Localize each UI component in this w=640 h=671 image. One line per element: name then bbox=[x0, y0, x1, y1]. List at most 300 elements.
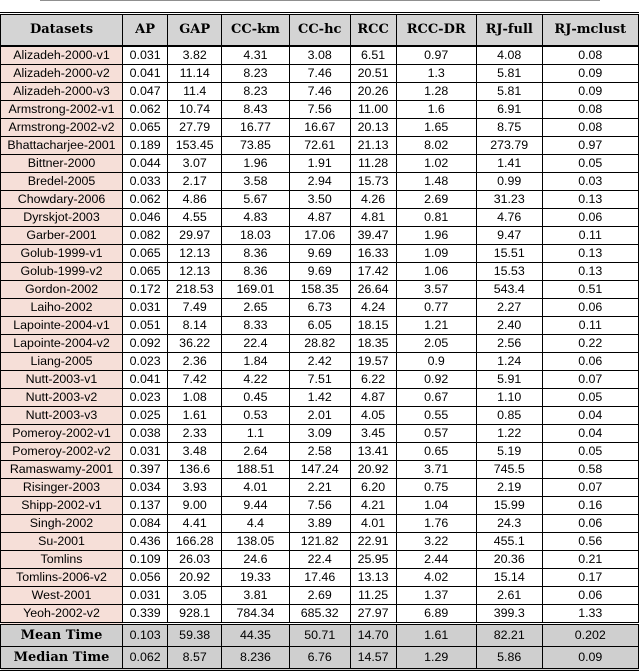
summary-cell: 14.57 bbox=[350, 647, 396, 670]
runtime-cell: 8.33 bbox=[222, 317, 290, 335]
runtime-cell: 0.92 bbox=[396, 371, 476, 389]
runtime-cell: 0.07 bbox=[542, 479, 638, 497]
runtime-cell: 20.26 bbox=[350, 83, 396, 101]
table-row bbox=[1, 425, 639, 443]
runtime-cell: 0.58 bbox=[542, 461, 638, 479]
runtime-cell: 4.05 bbox=[350, 407, 396, 425]
runtime-cell: 0.056 bbox=[123, 569, 168, 587]
dataset-name-cell: Bittner-2000 bbox=[1, 155, 123, 173]
dataset-name-cell: Tomlins-2006-v2 bbox=[1, 569, 123, 587]
runtime-cell: 0.04 bbox=[542, 425, 638, 443]
table-row bbox=[1, 191, 639, 209]
runtime-cell: 0.09 bbox=[542, 83, 638, 101]
dataset-name-cell: Alizadeh-2000-v1 bbox=[1, 46, 123, 65]
runtime-cell: 27.97 bbox=[350, 605, 396, 624]
runtime-cell: 0.04 bbox=[542, 407, 638, 425]
runtime-cell: 9.69 bbox=[289, 245, 350, 263]
dataset-name-cell: Armstrong-2002-v2 bbox=[1, 119, 123, 137]
runtime-cell: 7.51 bbox=[289, 371, 350, 389]
runtime-cell: 39.47 bbox=[350, 227, 396, 245]
runtime-cell: 4.26 bbox=[350, 191, 396, 209]
runtime-cell: 0.03 bbox=[542, 173, 638, 191]
runtime-cell: 7.46 bbox=[289, 65, 350, 83]
runtime-cell: 8.14 bbox=[168, 317, 222, 335]
runtime-cell: 5.91 bbox=[476, 371, 542, 389]
runtime-cell: 11.14 bbox=[168, 65, 222, 83]
runtime-cell: 4.83 bbox=[222, 209, 290, 227]
runtime-cell: 31.23 bbox=[476, 191, 542, 209]
runtime-cell: 0.06 bbox=[542, 209, 638, 227]
runtime-cell: 25.95 bbox=[350, 551, 396, 569]
runtime-cell: 8.23 bbox=[222, 83, 290, 101]
summary-cell: 0.09 bbox=[542, 647, 638, 670]
runtime-cell: 17.42 bbox=[350, 263, 396, 281]
runtime-cell: 2.01 bbox=[289, 407, 350, 425]
runtime-cell: 0.45 bbox=[222, 389, 290, 407]
runtime-cell: 0.109 bbox=[123, 551, 168, 569]
runtime-cell: 3.57 bbox=[396, 281, 476, 299]
runtime-cell: 0.031 bbox=[123, 299, 168, 317]
runtime-cell: 6.89 bbox=[396, 605, 476, 624]
runtime-cell: 20.92 bbox=[168, 569, 222, 587]
runtime-cell: 8.02 bbox=[396, 137, 476, 155]
table-row bbox=[1, 281, 639, 299]
dataset-name-cell: Laiho-2002 bbox=[1, 299, 123, 317]
runtime-cell: 3.71 bbox=[396, 461, 476, 479]
dataset-name-cell: Bhattacharjee-2001 bbox=[1, 137, 123, 155]
runtime-cell: 543.4 bbox=[476, 281, 542, 299]
runtime-cell: 22.4 bbox=[222, 335, 290, 353]
runtime-cell: 3.48 bbox=[168, 443, 222, 461]
summary-row bbox=[1, 647, 639, 670]
runtime-cell: 8.23 bbox=[222, 65, 290, 83]
runtime-cell: 4.4 bbox=[222, 515, 290, 533]
runtime-cell: 2.27 bbox=[476, 299, 542, 317]
runtime-cell: 0.05 bbox=[542, 155, 638, 173]
runtime-cell: 0.031 bbox=[123, 587, 168, 605]
runtime-cell: 3.07 bbox=[168, 155, 222, 173]
runtime-cell: 0.025 bbox=[123, 407, 168, 425]
runtime-cell: 16.77 bbox=[222, 119, 290, 137]
runtime-cell: 20.13 bbox=[350, 119, 396, 137]
runtime-cell: 0.13 bbox=[542, 263, 638, 281]
runtime-cell: 1.28 bbox=[396, 83, 476, 101]
runtime-cell: 4.87 bbox=[350, 389, 396, 407]
runtime-cell: 2.58 bbox=[289, 443, 350, 461]
runtime-cell: 3.05 bbox=[168, 587, 222, 605]
runtime-cell: 18.35 bbox=[350, 335, 396, 353]
column-header: RCC-DR bbox=[396, 14, 476, 47]
table-row bbox=[1, 515, 639, 533]
runtime-cell: 0.9 bbox=[396, 353, 476, 371]
runtime-cell: 27.79 bbox=[168, 119, 222, 137]
runtime-cell: 1.09 bbox=[396, 245, 476, 263]
runtime-cell: 0.13 bbox=[542, 245, 638, 263]
dataset-name-cell: Ramaswamy-2001 bbox=[1, 461, 123, 479]
runtime-cell: 11.25 bbox=[350, 587, 396, 605]
runtime-cell: 24.3 bbox=[476, 515, 542, 533]
table-row bbox=[1, 101, 639, 119]
runtime-cell: 20.92 bbox=[350, 461, 396, 479]
runtime-cell: 5.19 bbox=[476, 443, 542, 461]
dataset-name-cell: Su-2001 bbox=[1, 533, 123, 551]
runtime-cell: 0.99 bbox=[476, 173, 542, 191]
runtime-cell: 0.137 bbox=[123, 497, 168, 515]
runtime-cell: 5.81 bbox=[476, 65, 542, 83]
runtime-cell: 2.19 bbox=[476, 479, 542, 497]
summary-row bbox=[1, 624, 639, 647]
runtime-cell: 3.93 bbox=[168, 479, 222, 497]
runtime-cell: 12.13 bbox=[168, 245, 222, 263]
runtime-cell: 0.05 bbox=[542, 443, 638, 461]
summary-cell: 44.35 bbox=[222, 624, 290, 647]
runtime-cell: 169.01 bbox=[222, 281, 290, 299]
runtime-cell: 1.37 bbox=[396, 587, 476, 605]
runtime-cell: 1.02 bbox=[396, 155, 476, 173]
runtime-cell: 15.51 bbox=[476, 245, 542, 263]
runtime-cell: 13.41 bbox=[350, 443, 396, 461]
runtime-cell: 4.86 bbox=[168, 191, 222, 209]
runtime-cell: 1.21 bbox=[396, 317, 476, 335]
dataset-name-cell: Golub-1999-v1 bbox=[1, 245, 123, 263]
runtime-cell: 4.41 bbox=[168, 515, 222, 533]
runtime-cell: 4.31 bbox=[222, 46, 290, 65]
runtime-cell: 15.73 bbox=[350, 173, 396, 191]
runtime-cell: 3.81 bbox=[222, 587, 290, 605]
summary-cell: 82.21 bbox=[476, 624, 542, 647]
runtime-cell: 11.4 bbox=[168, 83, 222, 101]
runtime-cell: 399.3 bbox=[476, 605, 542, 624]
runtime-cell: 26.64 bbox=[350, 281, 396, 299]
dataset-name-cell: Alizadeh-2000-v2 bbox=[1, 65, 123, 83]
runtime-cell: 15.53 bbox=[476, 263, 542, 281]
runtime-cell: 0.038 bbox=[123, 425, 168, 443]
runtime-cell: 0.51 bbox=[542, 281, 638, 299]
runtime-cell: 0.092 bbox=[123, 335, 168, 353]
dataset-name-cell: Risinger-2003 bbox=[1, 479, 123, 497]
runtime-cell: 16.67 bbox=[289, 119, 350, 137]
runtime-cell: 0.189 bbox=[123, 137, 168, 155]
column-header: CC-hc bbox=[289, 14, 350, 47]
runtime-cell: 12.13 bbox=[168, 263, 222, 281]
runtime-cell: 17.06 bbox=[289, 227, 350, 245]
runtime-cell: 3.09 bbox=[289, 425, 350, 443]
runtime-cell: 0.033 bbox=[123, 173, 168, 191]
runtime-cell: 21.13 bbox=[350, 137, 396, 155]
runtime-cell: 0.041 bbox=[123, 65, 168, 83]
dataset-name-cell: Armstrong-2002-v1 bbox=[1, 101, 123, 119]
runtime-cell: 19.33 bbox=[222, 569, 290, 587]
dataset-name-cell: West-2001 bbox=[1, 587, 123, 605]
runtime-cell: 0.81 bbox=[396, 209, 476, 227]
dataset-name-cell: Chowdary-2006 bbox=[1, 191, 123, 209]
runtime-cell: 745.5 bbox=[476, 461, 542, 479]
runtime-cell: 73.85 bbox=[222, 137, 290, 155]
runtime-cell: 8.36 bbox=[222, 263, 290, 281]
table-row bbox=[1, 137, 639, 155]
runtime-cell: 9.69 bbox=[289, 263, 350, 281]
table-row bbox=[1, 461, 639, 479]
runtime-cell: 6.20 bbox=[350, 479, 396, 497]
runtime-cell: 15.14 bbox=[476, 569, 542, 587]
runtime-cell: 0.67 bbox=[396, 389, 476, 407]
runtime-cell: 1.96 bbox=[222, 155, 290, 173]
table-row bbox=[1, 389, 639, 407]
table-row bbox=[1, 227, 639, 245]
dataset-name-cell: Yeoh-2002-v2 bbox=[1, 605, 123, 624]
runtime-cell: 1.6 bbox=[396, 101, 476, 119]
runtime-cell: 928.1 bbox=[168, 605, 222, 624]
runtime-cell: 0.08 bbox=[542, 101, 638, 119]
runtime-cell: 72.61 bbox=[289, 137, 350, 155]
table-row bbox=[1, 443, 639, 461]
runtime-cell: 16.33 bbox=[350, 245, 396, 263]
summary-cell: 8.236 bbox=[222, 647, 290, 670]
runtime-cell: 24.6 bbox=[222, 551, 290, 569]
runtime-cell: 19.57 bbox=[350, 353, 396, 371]
runtime-cell: 0.062 bbox=[123, 101, 168, 119]
dataset-name-cell: Garber-2001 bbox=[1, 227, 123, 245]
runtime-cell: 1.10 bbox=[476, 389, 542, 407]
runtime-cell: 0.047 bbox=[123, 83, 168, 101]
table-row bbox=[1, 245, 639, 263]
runtime-cell: 158.35 bbox=[289, 281, 350, 299]
column-header: RJ-full bbox=[476, 14, 542, 47]
runtime-cell: 0.172 bbox=[123, 281, 168, 299]
runtime-cell: 188.51 bbox=[222, 461, 290, 479]
column-header: AP bbox=[123, 14, 168, 47]
runtime-cell: 3.58 bbox=[222, 173, 290, 191]
runtime-cell: 685.32 bbox=[289, 605, 350, 624]
dataset-name-cell: Liang-2005 bbox=[1, 353, 123, 371]
runtime-cell: 455.1 bbox=[476, 533, 542, 551]
runtime-cell: 2.36 bbox=[168, 353, 222, 371]
runtime-cell: 0.75 bbox=[396, 479, 476, 497]
runtime-cell: 4.08 bbox=[476, 46, 542, 65]
table-row bbox=[1, 551, 639, 569]
runtime-cell: 4.76 bbox=[476, 209, 542, 227]
runtime-cell: 0.97 bbox=[396, 46, 476, 65]
runtime-cell: 6.51 bbox=[350, 46, 396, 65]
runtime-cell: 7.56 bbox=[289, 497, 350, 515]
runtime-cell: 1.96 bbox=[396, 227, 476, 245]
dataset-name-cell: Dyrskjot-2003 bbox=[1, 209, 123, 227]
runtime-cell: 2.17 bbox=[168, 173, 222, 191]
runtime-cell: 153.45 bbox=[168, 137, 222, 155]
runtime-cell: 2.94 bbox=[289, 173, 350, 191]
runtime-cell: 0.22 bbox=[542, 335, 638, 353]
summary-cell: 5.86 bbox=[476, 647, 542, 670]
runtime-cell: 6.91 bbox=[476, 101, 542, 119]
table-row bbox=[1, 479, 639, 497]
runtime-cell: 11.28 bbox=[350, 155, 396, 173]
dataset-name-cell: Lapointe-2004-v2 bbox=[1, 335, 123, 353]
summary-cell: 14.70 bbox=[350, 624, 396, 647]
runtime-cell: 18.03 bbox=[222, 227, 290, 245]
runtime-cell: 13.13 bbox=[350, 569, 396, 587]
table-row bbox=[1, 497, 639, 515]
summary-cell: 1.29 bbox=[396, 647, 476, 670]
runtime-cell: 1.24 bbox=[476, 353, 542, 371]
table-row bbox=[1, 173, 639, 191]
runtime-cell: 1.33 bbox=[542, 605, 638, 624]
runtime-cell: 1.06 bbox=[396, 263, 476, 281]
runtime-cell: 3.08 bbox=[289, 46, 350, 65]
summary-label: Mean Time bbox=[1, 624, 123, 647]
table-row bbox=[1, 299, 639, 317]
runtime-cell: 0.06 bbox=[542, 299, 638, 317]
table-row bbox=[1, 317, 639, 335]
table-row bbox=[1, 83, 639, 101]
dataset-name-cell: Singh-2002 bbox=[1, 515, 123, 533]
table-row bbox=[1, 587, 639, 605]
runtime-cell: 22.4 bbox=[289, 551, 350, 569]
table-row bbox=[1, 407, 639, 425]
runtime-cell: 6.73 bbox=[289, 299, 350, 317]
runtime-cell: 0.051 bbox=[123, 317, 168, 335]
runtime-cell: 4.01 bbox=[222, 479, 290, 497]
table-summary bbox=[1, 624, 639, 670]
table-row bbox=[1, 46, 639, 65]
runtime-cell: 0.16 bbox=[542, 497, 638, 515]
column-header: RCC bbox=[350, 14, 396, 47]
table-body bbox=[1, 46, 639, 624]
dataset-name-cell: Tomlins bbox=[1, 551, 123, 569]
runtime-cell: 0.08 bbox=[542, 46, 638, 65]
runtime-cell: 7.56 bbox=[289, 101, 350, 119]
runtime-cell: 0.046 bbox=[123, 209, 168, 227]
runtime-cell: 3.45 bbox=[350, 425, 396, 443]
runtime-cell: 10.74 bbox=[168, 101, 222, 119]
runtime-cell: 1.08 bbox=[168, 389, 222, 407]
runtime-cell: 4.81 bbox=[350, 209, 396, 227]
runtime-cell: 218.53 bbox=[168, 281, 222, 299]
runtime-cell: 0.397 bbox=[123, 461, 168, 479]
dataset-name-cell: Pomeroy-2002-v2 bbox=[1, 443, 123, 461]
runtime-cell: 0.041 bbox=[123, 371, 168, 389]
runtime-cell: 9.00 bbox=[168, 497, 222, 515]
runtime-cell: 3.50 bbox=[289, 191, 350, 209]
summary-cell: 0.062 bbox=[123, 647, 168, 670]
table-row bbox=[1, 209, 639, 227]
runtime-cell: 0.55 bbox=[396, 407, 476, 425]
runtime-cell: 7.42 bbox=[168, 371, 222, 389]
runtime-cell: 1.84 bbox=[222, 353, 290, 371]
runtime-cell: 1.42 bbox=[289, 389, 350, 407]
summary-cell: 0.202 bbox=[542, 624, 638, 647]
runtime-cell: 0.65 bbox=[396, 443, 476, 461]
runtime-cell: 0.85 bbox=[476, 407, 542, 425]
runtime-cell: 0.082 bbox=[123, 227, 168, 245]
runtime-cell: 0.065 bbox=[123, 263, 168, 281]
runtime-cell: 0.09 bbox=[542, 65, 638, 83]
summary-cell: 50.71 bbox=[289, 624, 350, 647]
runtime-cell: 0.062 bbox=[123, 191, 168, 209]
table-row bbox=[1, 569, 639, 587]
runtime-cell: 0.56 bbox=[542, 533, 638, 551]
runtime-cell: 0.06 bbox=[542, 353, 638, 371]
dataset-name-cell: Alizadeh-2000-v3 bbox=[1, 83, 123, 101]
runtime-cell: 0.436 bbox=[123, 533, 168, 551]
runtime-cell: 0.339 bbox=[123, 605, 168, 624]
runtime-cell: 0.06 bbox=[542, 587, 638, 605]
runtime-cell: 2.64 bbox=[222, 443, 290, 461]
runtime-cell: 2.56 bbox=[476, 335, 542, 353]
runtime-cell: 0.13 bbox=[542, 191, 638, 209]
summary-cell: 8.57 bbox=[168, 647, 222, 670]
dataset-name-cell: Golub-1999-v2 bbox=[1, 263, 123, 281]
runtime-cell: 22.91 bbox=[350, 533, 396, 551]
runtime-cell: 2.21 bbox=[289, 479, 350, 497]
runtime-cell: 3.82 bbox=[168, 46, 222, 65]
runtime-cell: 4.55 bbox=[168, 209, 222, 227]
runtime-cell: 784.34 bbox=[222, 605, 290, 624]
runtime-cell: 1.3 bbox=[396, 65, 476, 83]
summary-cell: 6.76 bbox=[289, 647, 350, 670]
runtime-cell: 11.00 bbox=[350, 101, 396, 119]
runtime-cell: 0.21 bbox=[542, 551, 638, 569]
runtime-cell: 0.023 bbox=[123, 389, 168, 407]
runtime-cell: 1.65 bbox=[396, 119, 476, 137]
runtime-cell: 36.22 bbox=[168, 335, 222, 353]
runtime-cell: 0.57 bbox=[396, 425, 476, 443]
runtime-cell: 2.40 bbox=[476, 317, 542, 335]
runtime-cell: 8.36 bbox=[222, 245, 290, 263]
dataset-name-cell: Nutt-2003-v2 bbox=[1, 389, 123, 407]
column-header: RJ-mclust bbox=[542, 14, 638, 47]
runtime-cell: 147.24 bbox=[289, 461, 350, 479]
runtime-cell: 0.065 bbox=[123, 245, 168, 263]
column-header: CC-km bbox=[222, 14, 290, 47]
summary-cell: 59.38 bbox=[168, 624, 222, 647]
runtime-cell: 2.05 bbox=[396, 335, 476, 353]
table-row bbox=[1, 65, 639, 83]
runtime-cell: 8.43 bbox=[222, 101, 290, 119]
runtime-cell: 4.22 bbox=[222, 371, 290, 389]
runtime-cell: 7.46 bbox=[289, 83, 350, 101]
runtime-cell: 26.03 bbox=[168, 551, 222, 569]
runtime-table bbox=[0, 12, 639, 671]
runtime-cell: 0.11 bbox=[542, 227, 638, 245]
runtime-cell: 0.77 bbox=[396, 299, 476, 317]
table-row bbox=[1, 533, 639, 551]
table-row bbox=[1, 353, 639, 371]
runtime-cell: 1.61 bbox=[168, 407, 222, 425]
runtime-cell: 0.53 bbox=[222, 407, 290, 425]
runtime-cell: 17.46 bbox=[289, 569, 350, 587]
summary-label: Median Time bbox=[1, 647, 123, 670]
table-row bbox=[1, 119, 639, 137]
dataset-name-cell: Bredel-2005 bbox=[1, 173, 123, 191]
runtime-cell: 18.15 bbox=[350, 317, 396, 335]
runtime-cell: 0.065 bbox=[123, 119, 168, 137]
runtime-cell: 3.89 bbox=[289, 515, 350, 533]
runtime-cell: 273.79 bbox=[476, 137, 542, 155]
runtime-cell: 9.47 bbox=[476, 227, 542, 245]
runtime-cell: 138.05 bbox=[222, 533, 290, 551]
runtime-cell: 5.81 bbox=[476, 83, 542, 101]
runtime-cell: 5.67 bbox=[222, 191, 290, 209]
runtime-cell: 1.41 bbox=[476, 155, 542, 173]
table-row bbox=[1, 155, 639, 173]
table-row bbox=[1, 263, 639, 281]
runtime-cell: 4.24 bbox=[350, 299, 396, 317]
runtime-cell: 3.22 bbox=[396, 533, 476, 551]
runtime-cell: 2.44 bbox=[396, 551, 476, 569]
dataset-name-cell: Shipp-2002-v1 bbox=[1, 497, 123, 515]
runtime-cell: 2.69 bbox=[289, 587, 350, 605]
runtime-cell: 0.05 bbox=[542, 389, 638, 407]
